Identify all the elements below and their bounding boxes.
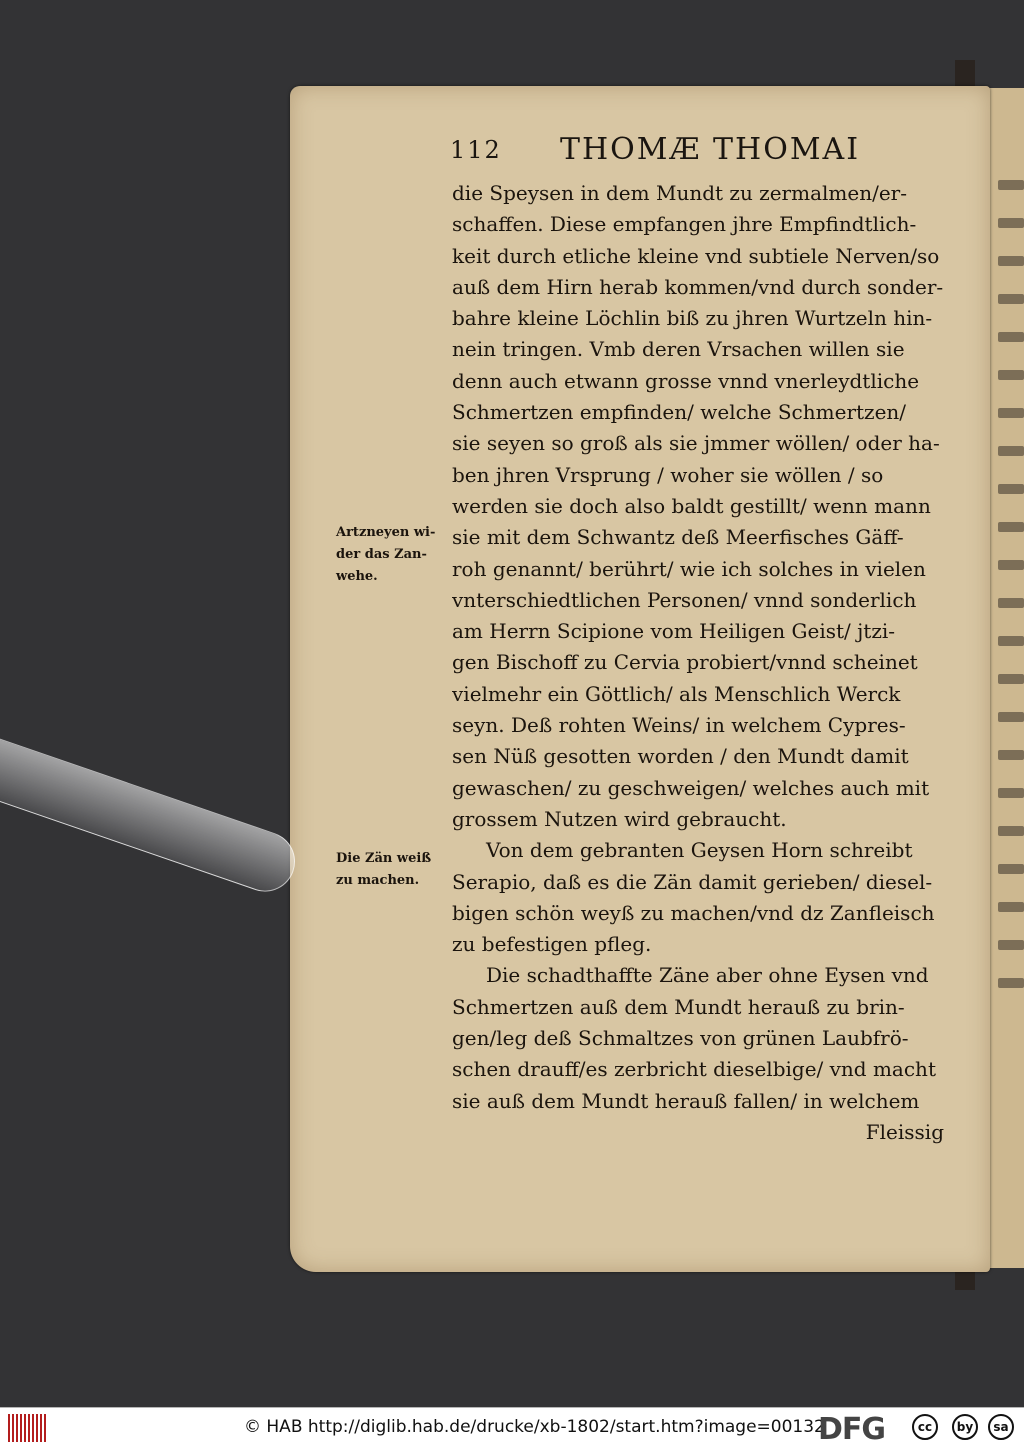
cc-license-icon[interactable]: cc xyxy=(912,1414,938,1440)
text-line: zu befestigen pfleg. xyxy=(452,932,652,957)
text-line: sie seyen so groß als sie jmmer wöllen/ oder ha- xyxy=(452,431,940,456)
margin-note-toothache xyxy=(336,522,456,588)
text-line: schaffen. Diese empfangen jhre Empfindtlich- xyxy=(452,212,917,237)
facing-page-text-fragment xyxy=(998,370,1024,380)
facing-page-text-fragment xyxy=(998,674,1024,684)
facing-page-text-fragment xyxy=(998,788,1024,798)
text-line: denn auch etwann grosse vnnd vnerleydtliche xyxy=(452,368,920,393)
glass-page-holder xyxy=(0,732,303,900)
sa-license-icon[interactable]: sa xyxy=(988,1414,1014,1440)
margin-note-whiten-teeth xyxy=(336,848,456,892)
page-header xyxy=(450,132,890,172)
text-line: bigen schön weyß zu machen/vnd dz Zanfleisch xyxy=(452,900,935,925)
by-license-icon[interactable]: by xyxy=(952,1414,978,1440)
facing-page-text-fragment xyxy=(998,446,1024,456)
margin-note-line: Artzneyen wi- xyxy=(336,525,436,540)
facing-page-text-fragment xyxy=(998,332,1024,342)
text-line: Die schadthaffte Zäne aber ohne Eysen vnd xyxy=(486,963,929,988)
facing-page-text-fragment xyxy=(998,218,1024,228)
text-line: am Herrn Scipione vom Heiligen Geist/ jtzi- xyxy=(452,619,896,644)
text-line: sie auß dem Mundt herauß fallen/ in welchem xyxy=(452,1088,920,1113)
margin-note-line: der das Zan- xyxy=(336,547,427,562)
copyright-link[interactable]: © HAB http://diglib.hab.de/drucke/xb-1802/start.htm?image=00132 xyxy=(244,1417,825,1437)
facing-page-text-fragment xyxy=(998,636,1024,646)
facing-page-text-fragment xyxy=(998,256,1024,266)
facing-page-text-fragment xyxy=(998,294,1024,304)
facing-page-text-fragment xyxy=(998,408,1024,418)
text-line: werden sie doch also baldt gestillt/ wenn mann xyxy=(452,493,931,518)
margin-note-line: Die Zän weiß xyxy=(336,851,432,866)
text-line: sie mit dem Schwantz deß Meerfisches Gäff- xyxy=(452,525,904,550)
text-line: Schmertzen auß dem Mundt herauß zu brin- xyxy=(452,994,905,1019)
text-line: sen Nüß gesotten worden / den Mundt damit xyxy=(452,744,909,769)
facing-page-text-fragment xyxy=(998,180,1024,190)
margin-note-line: wehe. xyxy=(336,569,378,584)
text-line: ben jhren Vrsprung / woher sie wöllen / so xyxy=(452,462,884,487)
text-line: nein tringen. Vmb deren Vrsachen willen sie xyxy=(452,337,905,362)
facing-page-text-fragment xyxy=(998,826,1024,836)
body-text xyxy=(452,178,952,1148)
dfg-logo: DFG xyxy=(818,1412,886,1447)
text-line: gen Bischoff zu Cervia probiert/vnnd scheinet xyxy=(452,650,918,675)
text-line: keit durch etliche kleine vnd subtiele Nerven/so xyxy=(452,243,940,268)
running-head: THOMÆ THOMAI xyxy=(560,132,861,167)
text-line: gen/leg deß Schmaltzes von grünen Laubfrö- xyxy=(452,1026,909,1051)
viewer-footer xyxy=(0,1407,1024,1448)
facing-page-text-fragment xyxy=(998,978,1024,988)
text-line: grossem Nutzen wird gebraucht. xyxy=(452,806,787,831)
text-line: vnterschiedtlichen Personen/ vnnd sonderlich xyxy=(452,587,917,612)
facing-page-text-fragment xyxy=(998,522,1024,532)
facing-page-text-fragment xyxy=(998,864,1024,874)
facing-page-text-fragment xyxy=(998,484,1024,494)
hab-barcode-logo xyxy=(8,1414,48,1442)
facing-page-text-fragment xyxy=(998,940,1024,950)
facing-page-text-fragment xyxy=(998,902,1024,912)
text-line: seyn. Deß rohten Weins/ in welchem Cypres- xyxy=(452,713,906,738)
text-line: vielmehr ein Göttlich/ als Menschlich Werck xyxy=(452,681,901,706)
catchword: Fleissig xyxy=(865,1119,944,1144)
margin-note-line: zu machen. xyxy=(336,873,420,888)
text-line: gewaschen/ zu geschweigen/ welches auch mit xyxy=(452,775,930,800)
facing-page-text-fragment xyxy=(998,750,1024,760)
facing-page-text-fragment xyxy=(998,560,1024,570)
text-line: bahre kleine Löchlin biß zu jhren Wurtzeln hin- xyxy=(452,306,933,331)
text-line: Serapio, daß es die Zän damit gerieben/ diesel- xyxy=(452,869,933,894)
text-line: schen drauff/es zerbricht dieselbige/ vnd macht xyxy=(452,1057,936,1082)
text-line: auß dem Hirn herab kommen/vnd durch sonder- xyxy=(452,274,944,299)
facing-page-text-fragment xyxy=(998,712,1024,722)
text-line: Schmertzen empfinden/ welche Schmertzen/ xyxy=(452,400,907,425)
text-line: Von dem gebranten Geysen Horn schreibt xyxy=(486,838,913,863)
facing-page-text-fragment xyxy=(998,598,1024,608)
text-line: die Speysen in dem Mundt zu zermalmen/er- xyxy=(452,181,907,205)
page-number: 112 xyxy=(450,136,502,164)
text-line: roh genannt/ berührt/ wie ich solches in vielen xyxy=(452,556,926,581)
